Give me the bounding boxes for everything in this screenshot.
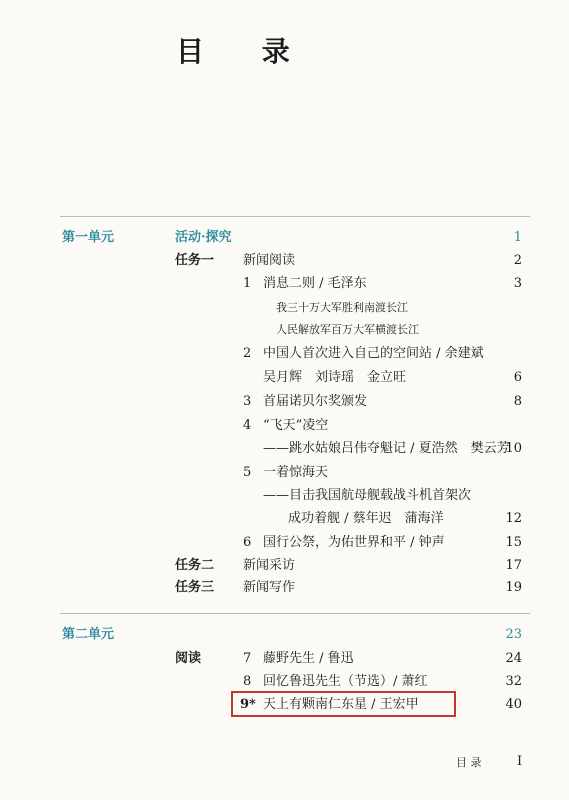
task2-label: 任务二: [175, 558, 215, 573]
unit1-title: 第一单元: [62, 230, 115, 245]
lesson5-subtitle-a: ——目击我国航母舰载战斗机首架次: [263, 488, 472, 503]
lesson2-number: 2: [243, 346, 252, 361]
footer-label: 目 录: [456, 756, 482, 769]
task3-label: 任务三: [175, 580, 215, 595]
footer-page-number: I: [517, 754, 523, 769]
lesson1-sub-b[interactable]: 人民解放军百万大军横渡长江: [276, 323, 419, 336]
lesson5-subtitle-b: 成功着舰 / 蔡年迟 蒲海洋: [288, 511, 444, 526]
lesson1-number: 1: [243, 276, 252, 291]
lesson2-authors: 吴月辉 刘诗瑶 金立旺: [263, 370, 407, 385]
task3-name[interactable]: 新闻写作: [243, 580, 296, 595]
task2-name[interactable]: 新闻采访: [243, 558, 296, 573]
lesson8-page: 32: [505, 674, 522, 689]
lesson8-title[interactable]: 回忆鲁迅先生（节选）/ 萧红: [263, 674, 428, 689]
lesson4-number: 4: [243, 418, 252, 433]
lesson2-title[interactable]: 中国人首次进入自己的空间站 / 余建斌: [263, 346, 484, 361]
lesson9-title[interactable]: 天上有颗南仁东星 / 王宏甲: [263, 697, 419, 712]
lesson5-page: 12: [505, 511, 522, 526]
lesson1-title[interactable]: 消息二则 / 毛泽东: [263, 276, 367, 291]
lesson6-title[interactable]: 国行公祭，为佑世界和平 / 钟声: [263, 535, 445, 550]
unit2-section-label: 阅读: [175, 651, 202, 666]
lesson5-number: 5: [243, 465, 252, 480]
lesson1-page: 3: [513, 276, 522, 291]
unit2-page: 23: [505, 627, 522, 642]
lesson3-page: 8: [513, 394, 522, 409]
unit1-activity-label[interactable]: 活动·探究: [175, 230, 232, 245]
lesson6-number: 6: [243, 535, 252, 550]
lesson4-page: 10: [505, 441, 522, 456]
lesson5-title[interactable]: 一着惊海天: [263, 465, 329, 480]
lesson9-number: 9*: [240, 697, 256, 712]
lesson4-subtitle: ——跳水姑娘吕伟夺魁记 / 夏浩然 樊云芳: [263, 441, 510, 456]
task1-label: 任务一: [175, 253, 215, 268]
lesson8-number: 8: [243, 674, 252, 689]
unit2-title: 第二单元: [62, 627, 115, 642]
divider-unit2: [60, 613, 530, 614]
lesson9-page: 40: [505, 697, 522, 712]
lesson6-page: 15: [505, 535, 522, 550]
task2-page: 17: [505, 558, 522, 573]
lesson7-title[interactable]: 藤野先生 / 鲁迅: [263, 651, 354, 666]
lesson7-number: 7: [243, 651, 252, 666]
lesson3-number: 3: [243, 394, 252, 409]
page-title: 目 录: [176, 35, 314, 68]
unit1-activity-page: 1: [513, 230, 522, 245]
divider-unit1: [60, 216, 530, 217]
lesson7-page: 24: [505, 651, 522, 666]
lesson1-sub-a[interactable]: 我三十万大军胜利南渡长江: [276, 301, 408, 314]
task1-page: 2: [513, 253, 522, 268]
task1-name[interactable]: 新闻阅读: [243, 253, 296, 268]
lesson3-title[interactable]: 首届诺贝尔奖颁发: [263, 394, 368, 409]
lesson4-title[interactable]: “飞天”凌空: [263, 418, 329, 433]
lesson2-page: 6: [513, 370, 522, 385]
task3-page: 19: [505, 580, 522, 595]
